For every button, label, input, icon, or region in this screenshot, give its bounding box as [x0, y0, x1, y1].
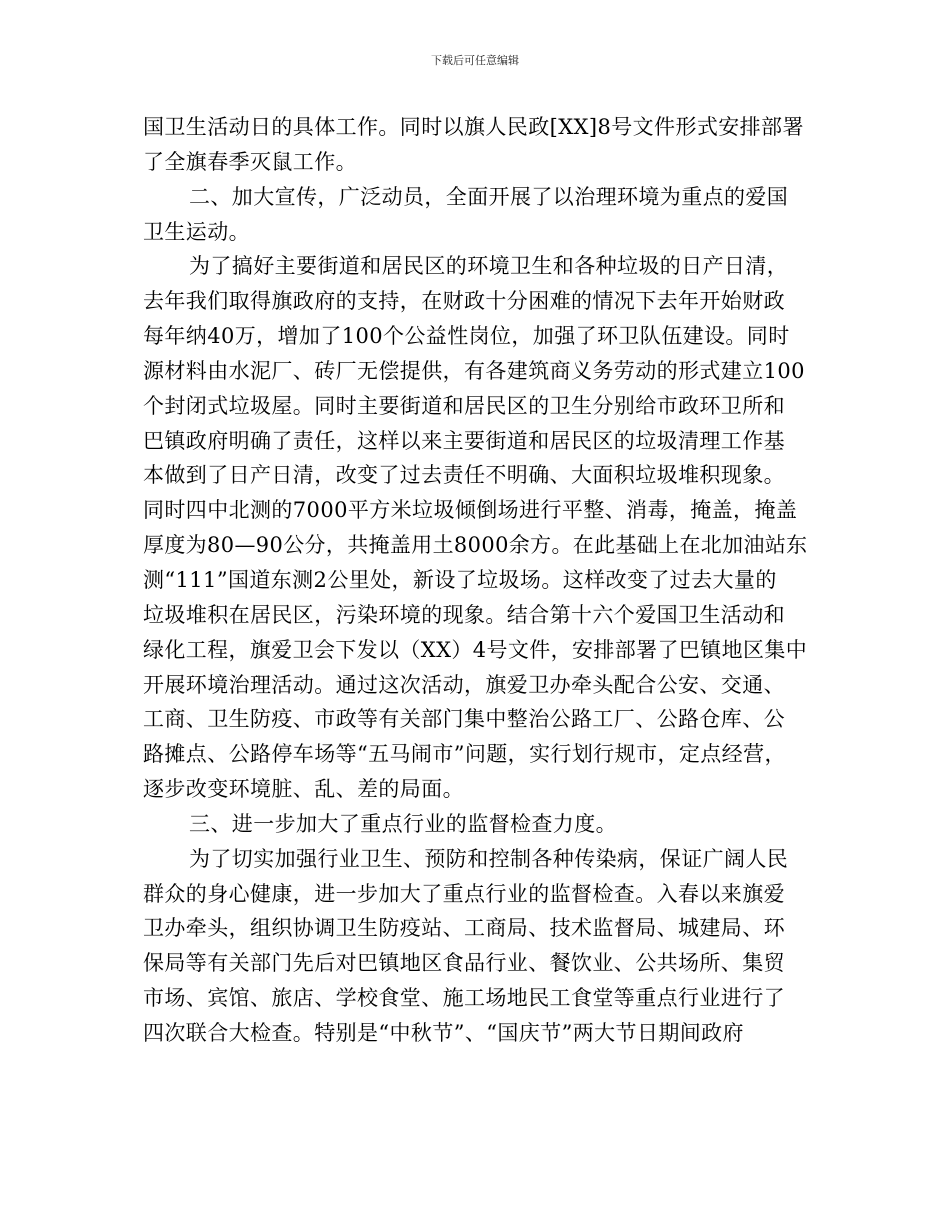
text-line: 卫办牵头，组织协调卫生防疫站、工商局、技术监督局、城建局、环 — [143, 916, 785, 941]
text-line: 测“111”国道东测2公里处，新设了垃圾场。这样改变了过去大量的 — [143, 567, 777, 592]
text-line: 为了切实加强行业卫生、预防和控制各种传染病，保证广阔人民 — [189, 846, 789, 871]
text-line: 了全旗春季灭鼠工作。 — [143, 149, 357, 174]
text-line: 去年我们取得旗政府的支持，在财政十分困难的情况下去年开始财政 — [143, 289, 785, 314]
text-line: 三、进一步加大了重点行业的监督检查力度。 — [189, 811, 617, 836]
text-line: 开展环境治理活动。通过这次活动，旗爱卫办牵头配合公安、交通、 — [143, 672, 785, 697]
text-line: 保局等有关部门先后对巴镇地区食品行业、餐饮业、公共场所、集贸 — [143, 951, 785, 976]
text-line: 四次联合大检查。特别是“中秋节”、“国庆节”两大节日期间政府 — [143, 1020, 744, 1045]
text-line: 国卫生活动日的具体工作。同时以旗人民政[XX]8号文件形式安排部署 — [143, 115, 804, 139]
page-header: 下载后可任意编辑 — [431, 54, 519, 67]
text-line: 同时四中北测的7000平方米垃圾倾倒场进行平整、消毒，掩盖，掩盖 — [143, 498, 798, 523]
text-line: 卫生运动。 — [143, 219, 250, 244]
text-line: 工商、卫生防疫、市政等有关部门集中整治公路工厂、公路仓库、公 — [143, 707, 785, 732]
text-line: 源材料由水泥厂、砖厂无偿提供，有各建筑商义务劳动的形式建立100 — [143, 358, 805, 383]
text-line: 本做到了日产日清，改变了过去责任不明确、大面积垃圾堆积现象。 — [143, 463, 785, 488]
text-line: 厚度为80—90公分，共掩盖用土8000余方。在此基础上在北加油站东 — [143, 533, 808, 558]
text-line: 个封闭式垃圾屋。同时主要街道和居民区的卫生分别给市政环卫所和 — [143, 393, 785, 418]
document-body — [143, 110, 807, 1051]
text-line: 逐步改变环境脏、乱、差的局面。 — [143, 777, 464, 802]
text-line: 市场、宾馆、旅店、学校食堂、施工场地民工食堂等重点行业进行了 — [143, 986, 785, 1011]
text-line: 为了搞好主要街道和居民区的环境卫生和各种垃圾的日产日清， — [189, 254, 789, 279]
text-line: 绿化工程，旗爱卫会下发以（XX）4号文件，安排部署了巴镇地区集中 — [143, 637, 808, 662]
text-line: 巴镇政府明确了责任，这样以来主要街道和居民区的垃圾清理工作基 — [143, 428, 785, 453]
text-line: 二、加大宣传，广泛动员，全面开展了以治理环境为重点的爱国 — [189, 184, 789, 209]
text-line: 垃圾堆积在居民区，污染环境的现象。结合第十六个爱国卫生活动和 — [143, 602, 785, 627]
text-line: 群众的身心健康，进一步加大了重点行业的监督检查。入春以来旗爱 — [143, 881, 785, 906]
text-line: 每年纳40万，增加了100个公益性岗位，加强了环卫队伍建设。同时 — [143, 324, 790, 349]
text-line: 路摊点、公路停车场等“五马闹市”问题，实行划行规市，定点经营， — [143, 742, 786, 767]
